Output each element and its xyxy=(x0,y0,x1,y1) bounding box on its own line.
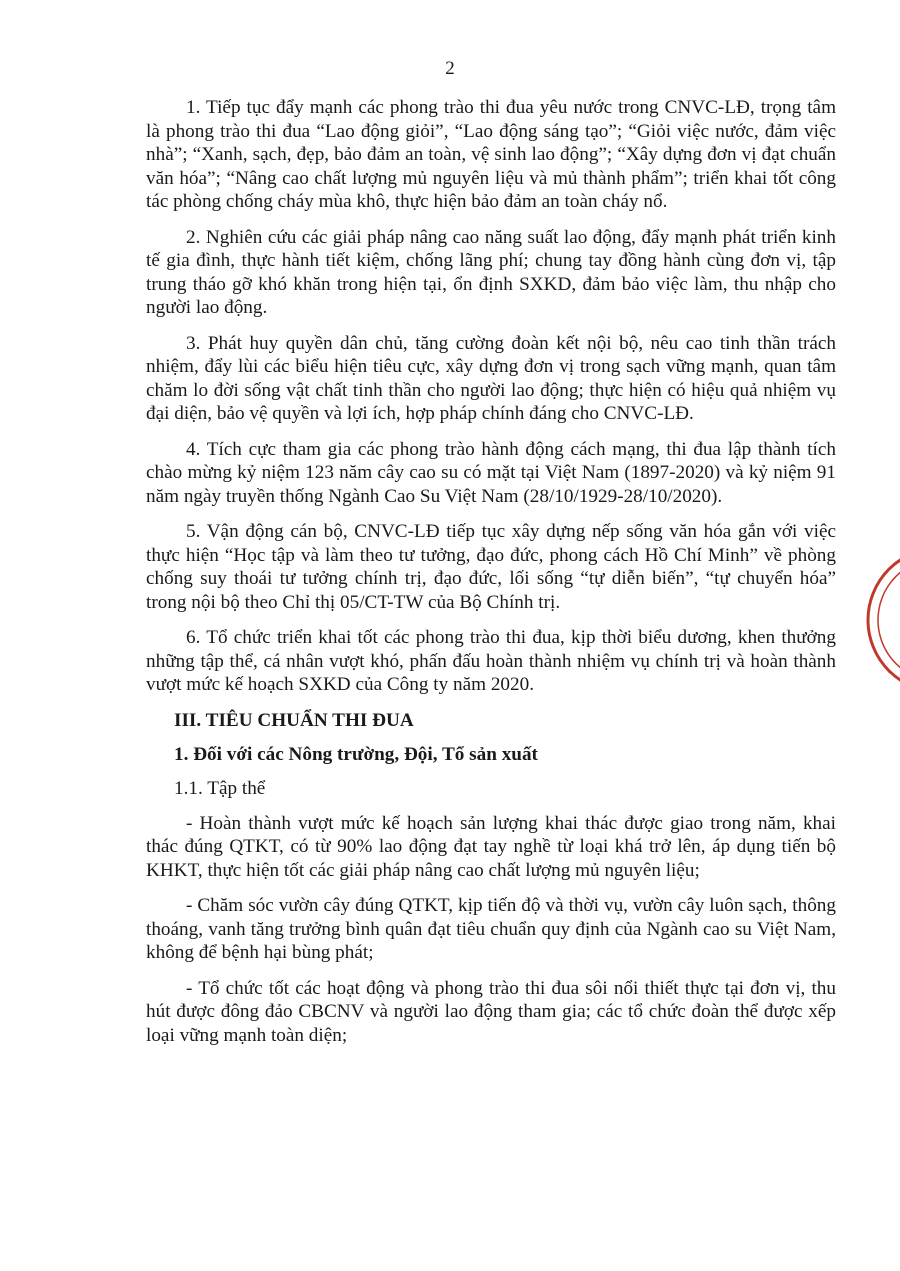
paragraph-1: 1. Tiếp tục đẩy mạnh các phong trào thi đua yêu nước trong CNVC-LĐ, trọng tâm là phong trào thi đua “Lao động giỏi”, “Lao động sáng tạo”; “Giỏi việc nước, đảm việc nhà”; “Xanh, sạch, đẹp, bảo đảm an toàn, vệ sinh lao động”; “Xây dựng đơn vị đạt chuẩn văn hóa”; “Nâng cao chất lượng mủ nguyên liệu và mủ thành phẩm”; triển khai tốt công tác phòng chống cháy mùa khô, thực hiện bảo đảm an toàn cháy nổ. xyxy=(146,97,836,212)
paragraph-2: 2. Nghiên cứu các giải pháp nâng cao năng suất lao động, đẩy mạnh phát triển kinh tế gia đình, thực hành tiết kiệm, chống lãng phí; chung tay đồng hành cùng đơn vị, tập trung tháo gỡ khó khăn trong hiện tại, ổn định SXKD, đảm bảo việc làm, thu nhập cho người lao động. xyxy=(146,226,836,318)
page-number: 2 xyxy=(445,58,455,79)
paragraph-4: 4. Tích cực tham gia các phong trào hành động cách mạng, thi đua lập thành tích chào mừng kỷ niệm 123 năm cây cao su có mặt tại Việt Nam (1897-2020) và kỷ niệm 91 năm ngày truyền thống Ngành Cao Su Việt Nam (28/10/1929-28/10/2020). xyxy=(146,438,836,507)
criteria-item-1: - Hoàn thành vượt mức kế hoạch sản lượng khai thác được giao trong năm, khai thác đúng QTKT, có từ 90% lao động đạt tay nghề từ loại khá trở lên, áp dụng tiến bộ KHKT, thực hiện tốt các giải pháp nâng cao chất lượng mủ nguyên liệu; xyxy=(146,812,836,881)
subsection-heading: 1. Đối với các Nông trường, Đội, Tổ sản xuất xyxy=(174,743,538,765)
subsubsection-heading: 1.1. Tập thể xyxy=(174,777,266,799)
paragraph-6: 6. Tổ chức triển khai tốt các phong trào thi đua, kịp thời biểu dương, khen thưởng những tập thể, cá nhân vượt khó, phấn đấu hoàn thành nhiệm vụ chính trị và hoàn thành vượt mức kế hoạch SXKD của Công ty năm 2020. xyxy=(146,627,836,695)
paragraph-5: 5. Vận động cán bộ, CNVC-LĐ tiếp tục xây dựng nếp sống văn hóa gắn với việc thực hiện “Học tập và làm theo tư tưởng, đạo đức, phong cách Hồ Chí Minh” về phòng chống suy thoái tư tưởng chính trị, đạo đức, lối sống “tự diễn biến”, “tự chuyển hóa” trong nội bộ theo Chỉ thị 05/CT-TW của Bộ Chính trị. xyxy=(146,521,836,613)
section-heading: III. TIÊU CHUẨN THI ĐUA xyxy=(174,709,414,731)
paragraph-3: 3. Phát huy quyền dân chủ, tăng cường đoàn kết nội bộ, nêu cao tinh thần trách nhiệm, đẩy lùi các biểu hiện tiêu cực, xây dựng đơn vị trong sạch vững mạnh, quan tâm chăm lo đời sống vật chất tinh thần cho người lao động; thực hiện có hiệu quả nhiệm vụ đại diện, bảo vệ quyền và lợi ích, hợp pháp chính đáng cho CNVC-LĐ. xyxy=(146,332,836,424)
criteria-item-2: - Chăm sóc vườn cây đúng QTKT, kịp tiến độ và thời vụ, vườn cây luôn sạch, thông thoáng, vanh tăng trưởng bình quân đạt tiêu chuẩn quy định của Ngành cao su Việt Nam, không để bệnh hại bùng phát; xyxy=(146,895,836,963)
document-body xyxy=(146,96,836,1059)
red-stamp-fragment xyxy=(862,540,900,700)
criteria-item-3: - Tổ chức tốt các hoạt động và phong trào thi đua sôi nổi thiết thực tại đơn vị, thu hút được đông đảo CBCNV và người lao động tham gia; các tổ chức đoàn thể được xếp loại vững mạnh toàn diện; xyxy=(146,977,836,1046)
